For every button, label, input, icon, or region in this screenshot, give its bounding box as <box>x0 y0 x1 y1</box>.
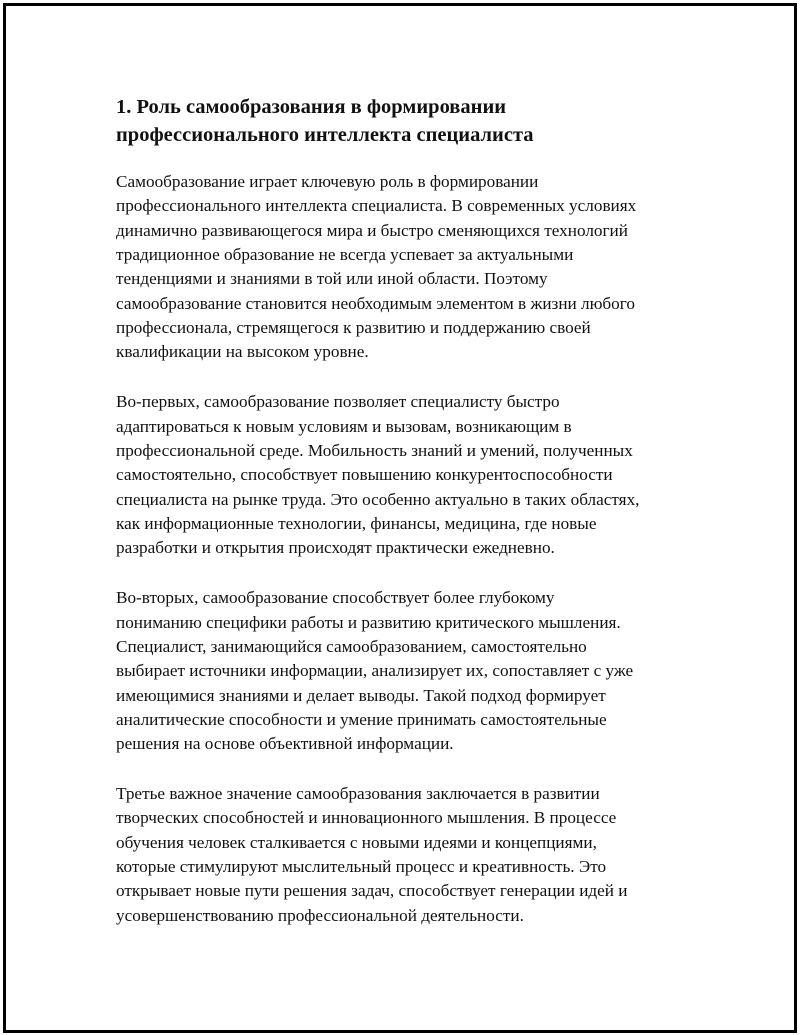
text-line: Третье важное значение самообразования заключается в развитии <box>116 784 600 804</box>
text-line: самостоятельно, способствует повышению конкурентоспособности <box>116 465 613 485</box>
text-line: адаптироваться к новым условиям и вызовам, возникающим в <box>116 416 572 436</box>
text-line: пониманию специфики работы и развитию критического мышления. <box>116 612 621 632</box>
text-line: усовершенствованию профессиональной деятельности. <box>116 905 524 925</box>
paragraph-third <box>116 782 691 928</box>
text-line: профессиональной среде. Мобильность знаний и умений, полученных <box>116 440 633 460</box>
heading-line: 1. Роль самообразования в формировании <box>116 96 507 118</box>
text-line: имеющимися знаниями и делает выводы. Такой подход формирует <box>116 685 606 705</box>
text-line: профессионального интеллекта специалиста. В современных условиях <box>116 196 637 216</box>
text-line: Специалист, занимающийся самообразованием, самостоятельно <box>116 636 587 656</box>
text-line: динамично развивающегося мира и быстро сменяющихся технологий <box>116 220 628 240</box>
section-heading <box>116 90 691 149</box>
text-line: специалиста на рынке труда. Это особенно актуально в таких областях, <box>116 489 640 509</box>
heading-line: профессионального интеллекта специалиста <box>116 124 534 146</box>
text-line: разработки и открытия происходят практически ежедневно. <box>116 538 555 558</box>
text-line: квалификации на высоком уровне. <box>116 342 369 362</box>
text-line: самообразование становится необходимым элементом в жизни любого <box>116 293 635 313</box>
text-line: Во-вторых, самообразование способствует более глубокому <box>116 588 555 608</box>
text-line: творческих способностей и инновационного мышления. В процессе <box>116 808 617 828</box>
text-line: обучения человек сталкивается с новыми идеями и концепциями, <box>116 832 597 852</box>
text-line: Самообразование играет ключевую роль в формировании <box>116 172 539 191</box>
text-line: выбирает источники информации, анализирует их, сопоставляет с уже <box>116 661 634 681</box>
text-line: традиционное образование не всегда успевает за актуальными <box>116 245 574 265</box>
text-line: как информационные технологии, финансы, медицина, где новые <box>116 513 597 533</box>
document-body <box>116 90 691 954</box>
text-line: решения на основе объективной информации. <box>116 734 454 754</box>
text-line: профессионала, стремящегося к развитию и поддержанию своей <box>116 318 591 338</box>
paragraph-first <box>116 390 691 560</box>
text-line: аналитические способности и умение принимать самостоятельные <box>116 709 607 729</box>
paragraph-second <box>116 586 691 756</box>
paragraph-intro <box>116 170 691 365</box>
text-line: Во-первых, самообразование позволяет специалисту быстро <box>116 392 560 412</box>
text-line: тенденциями и знаниями в той или иной области. Поэтому <box>116 269 548 289</box>
text-line: которые стимулируют мыслительный процесс и креативность. Это <box>116 857 607 877</box>
text-line: открывает новые пути решения задач, способствует генерации идей и <box>116 881 628 901</box>
